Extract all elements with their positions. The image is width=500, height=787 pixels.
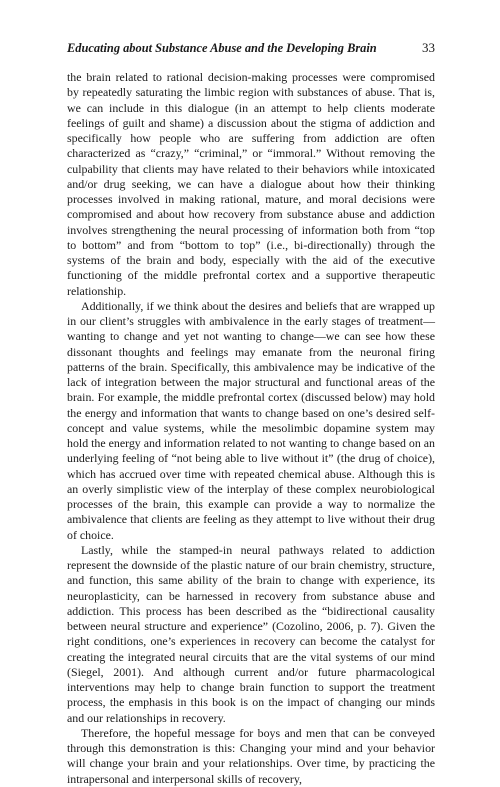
paragraph-hopeful-message: Therefore, the hopeful message for boys and men that can be conveyed through this demonstration is this: Changing your mind and your behavior will change your brain and your relationships. Over time, by practicing the intrapersonal and interpersonal skills of recovery, <box>67 725 435 786</box>
page-number: 33 <box>422 40 435 55</box>
running-title: Educating about Substance Abuse and the Developing Brain <box>67 41 377 55</box>
book-page <box>67 40 435 787</box>
paragraph-neuroplasticity: Lastly, while the stamped-in neural pathways related to addiction represent the downside of the plastic nature of our brain chemistry, structure, and function, this same ability of the brain to change with experience, its neuroplasticity, can be harnessed in recovery from substance abuse and addiction. This process has been described as the “bidirectional causality between neural structure and experience” (Cozolino, 2006, p. 7). Given the right conditions, one’s experiences in recovery can become the catalyst for creating the integrated neural circuits that are the vital systems of our mind (Siegel, 2001). And although current and/or future pharmacological interventions may help to change brain function to support the treatment process, the emphasis in this book is on the impact of changing our minds and our relationships in recovery. <box>67 542 435 725</box>
body-text <box>67 70 435 787</box>
paragraph-continued: the brain related to rational decision-making processes were compromised by repeatedly saturating the limbic region with substances of abuse. That is, we can include in this dialogue (in an attempt to help clients moderate feelings of guilt and shame) a discussion about the stigma of addiction and specifically how people who are suffering from addiction are often characterized as “crazy,” “criminal,” or “immoral.” Without removing the culpability that clients may have related to their behaviors while intoxicated and/or drug seeking, we can have a dialogue about how their thinking processes involved in making rational, mature, and moral decisions were compromised and about how recovery from substance abuse and addiction involves strengthening the neural processing of information both from “top to bottom” and from “bottom to top” (i.e., bi-directionally) through the systems of the brain and body, especially with the aid of the executive functioning of the middle prefrontal cortex and a supportive therapeutic relationship. <box>67 70 435 298</box>
paragraph-ambivalence: Additionally, if we think about the desires and beliefs that are wrapped up in our client’s struggles with ambivalence in the early stages of treatment—wanting to change and yet not wanting to change—we can see how these dissonant thoughts and feelings may emanate from the neuronal firing patterns of the brain. Specifically, this ambivalence may be indicative of the lack of integration between the major structural and functional areas of the brain. For example, the middle prefrontal cortex (discussed below) may hold the energy and information that wants to change based on one’s desired self-concept and value systems, while the mesolimbic dopamine system may hold the energy and information related to not wanting to change based on an underlying feeling of “not being able to live without it” (the drug of choice), which has accrued over time with repeated chemical abuse. Although this is an overly simplistic view of the interplay of these complex neurobiological processes of the brain, this example can provide a way to normalize the ambivalence that clients are feeling as they attempt to live without their drug of choice. <box>67 298 435 542</box>
running-head <box>67 40 435 56</box>
